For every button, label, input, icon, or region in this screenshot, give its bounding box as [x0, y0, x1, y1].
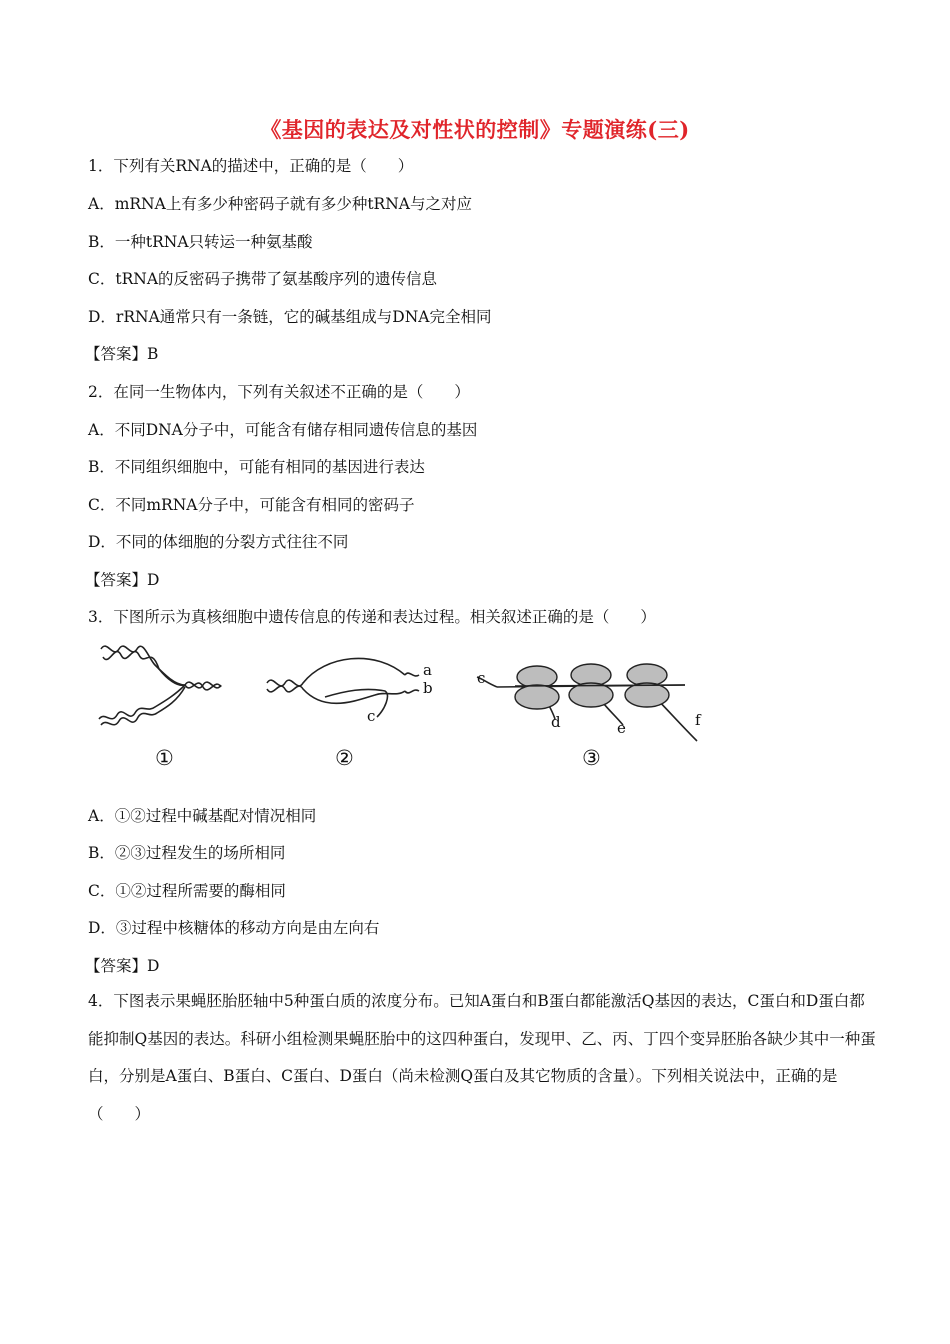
label-a: a	[423, 661, 432, 679]
label-c-mrna: c	[477, 669, 486, 687]
q2-option-c: C．不同mRNA分子中，可能含有相同的密码子	[88, 496, 415, 514]
label-b: b	[423, 679, 433, 697]
figure-label-1: ①	[155, 746, 174, 770]
page-title: 《基因的表达及对性状的控制》专题演练(三)	[260, 117, 690, 142]
q3-answer: 【答案】D	[85, 957, 160, 975]
q3-option-b: B．②③过程发生的场所相同	[88, 844, 286, 862]
label-d: d	[551, 713, 561, 731]
q4-stem: 4．下图表示果蝇胚胎胚轴中5种蛋白质的浓度分布。已知A蛋白和B蛋白都能激活Q基因的表达，C蛋白和D蛋白都能抑制Q基因的表达。科研小组检测果蝇胚胎中的这四种蛋白，发现甲、乙、丙、丁四个变异胚胎各缺少其中一种蛋白，分别是A蛋白、B蛋白、C蛋白、D蛋白（尚未检测Q蛋白及其它物质的含量）。下列相关说法中，正确的是（ ）	[88, 992, 876, 1123]
q2-stem: 2．在同一生物体内，下列有关叙述不正确的是（ ）	[88, 383, 470, 401]
q1-option-d: D．rRNA通常只有一条链，它的碱基组成与DNA完全相同	[88, 308, 492, 326]
q3-option-a: A．①②过程中碱基配对情况相同	[88, 807, 317, 825]
transcription-diagram	[267, 658, 419, 717]
figure-label-3: ③	[582, 746, 601, 770]
q2-option-d: D．不同的体细胞的分裂方式往往不同	[88, 533, 349, 551]
q3-option-d: D．③过程中核糖体的移动方向是由左向右	[88, 919, 380, 937]
q3-stem: 3．下图所示为真核细胞中遗传信息的传递和表达过程。相关叙述正确的是（ ）	[88, 608, 656, 626]
label-e: e	[617, 719, 626, 737]
label-c-transcription: c	[367, 707, 376, 725]
label-f: f	[695, 711, 701, 729]
q1-option-b: B．一种tRNA只转运一种氨基酸	[88, 233, 313, 251]
gene-expression-figure	[85, 635, 725, 775]
q1-option-a: A．mRNA上有多少种密码子就有多少种tRNA与之对应	[88, 195, 472, 213]
q1-option-c: C．tRNA的反密码子携带了氨基酸序列的遗传信息	[88, 270, 438, 288]
q2-option-a: A．不同DNA分子中，可能含有储存相同遗传信息的基因	[88, 421, 478, 439]
q3-option-c: C．①②过程所需要的酶相同	[88, 882, 286, 900]
q1-answer: 【答案】B	[85, 345, 159, 363]
q1-stem: 1．下列有关RNA的描述中，正确的是（ ）	[88, 157, 414, 175]
q2-answer: 【答案】D	[85, 571, 160, 589]
replication-diagram	[99, 646, 221, 725]
figure-label-2: ②	[335, 746, 354, 770]
q2-option-b: B．不同组织细胞中，可能有相同的基因进行表达	[88, 458, 425, 476]
